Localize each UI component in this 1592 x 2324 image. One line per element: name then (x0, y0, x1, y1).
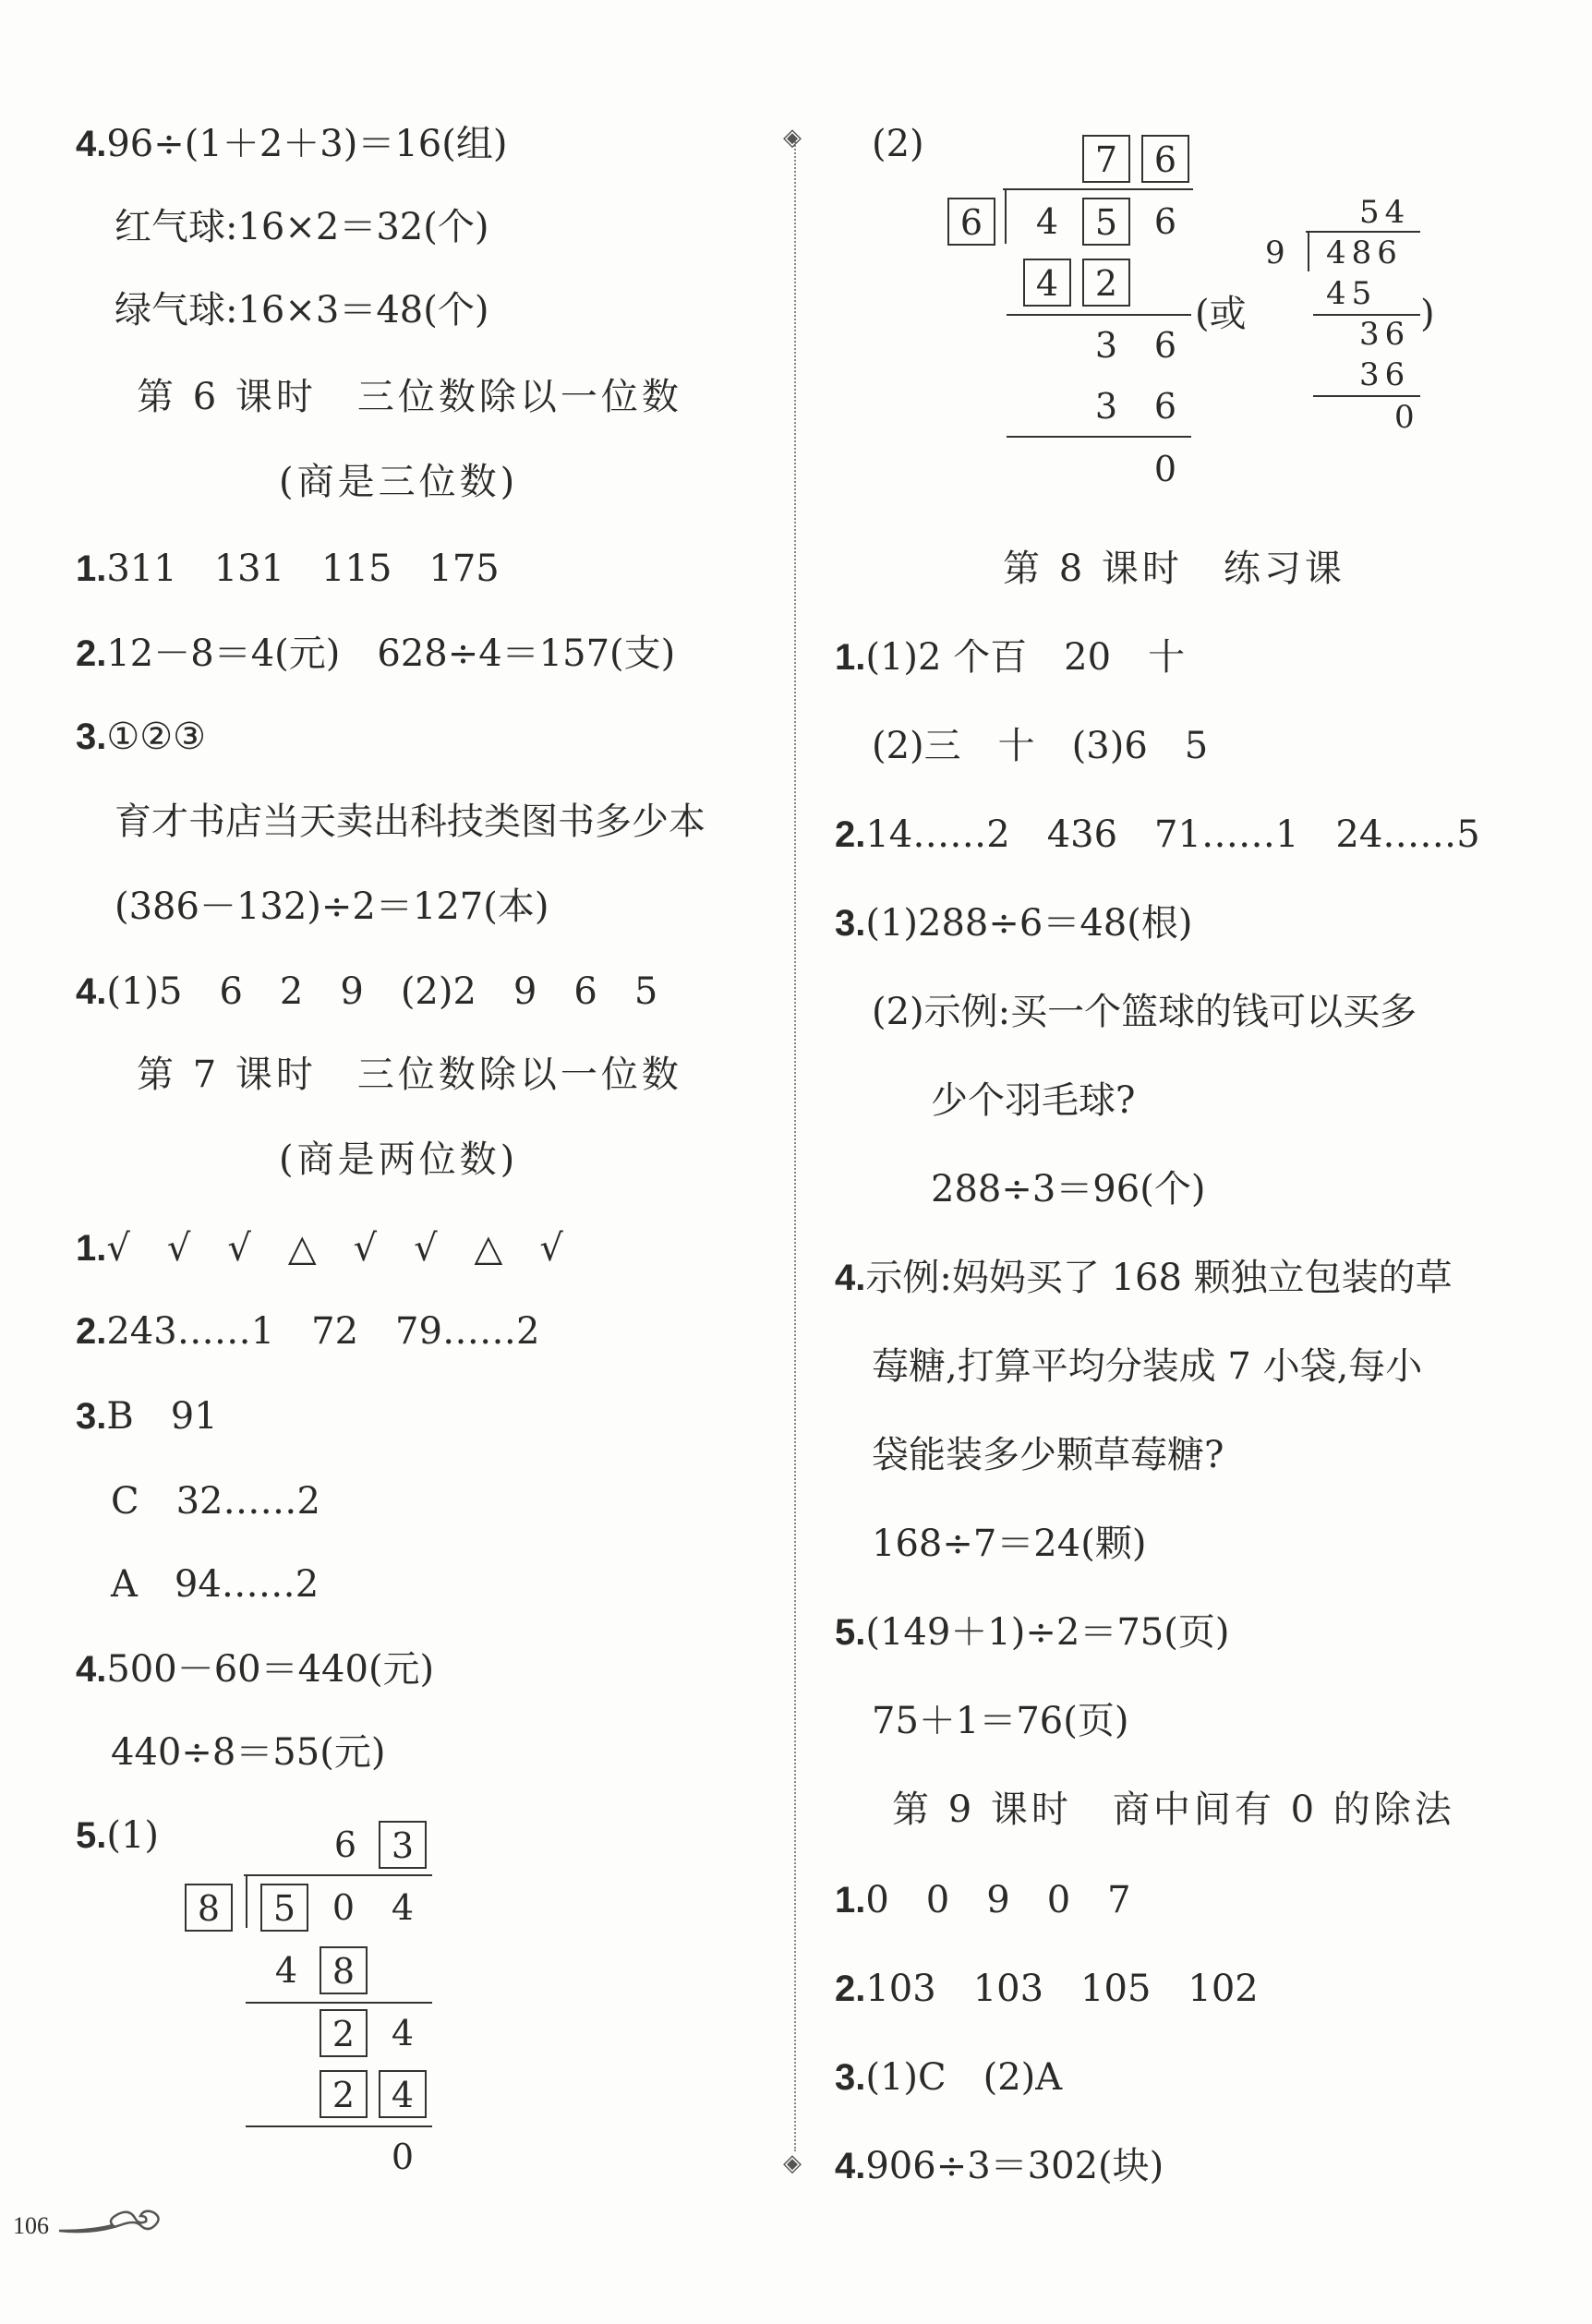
l7-q3-a: A 94……2 (111, 1563, 320, 1606)
l7-q2 (76, 1309, 539, 1354)
cloud-ornament-icon (55, 2198, 166, 2244)
quotient-box: 3 (379, 1821, 427, 1869)
q-number: 4. (76, 971, 107, 1012)
answer-text: (1)288÷6＝48(根) (865, 902, 1193, 945)
q-number: 2. (835, 1969, 866, 2009)
l6-q3 (76, 715, 206, 759)
answer-text: 0 0 9 0 7 (865, 1879, 1131, 1921)
dividend-box: 5 (260, 1884, 308, 1932)
dividend-digit: 6 (1153, 201, 1177, 242)
subtraction-line (1007, 314, 1191, 316)
answer-text: 500－60＝440(元) (106, 1648, 435, 1691)
division-bracket-side (246, 1874, 247, 1928)
answer-text: (1) (106, 1814, 160, 1857)
small-final-remainder: 0 (1394, 399, 1420, 436)
answer-text: (1)2 个百 20 十 (865, 636, 1186, 679)
final-remainder: 0 (1153, 449, 1177, 489)
l8-q3-d: 288÷3＝96(个) (931, 1168, 1206, 1210)
q-number: 5. (76, 1815, 107, 1856)
q-number: 2. (76, 1311, 107, 1352)
answer-text: ①②③ (106, 716, 206, 758)
small-quotient: 54 (1359, 194, 1411, 231)
quotient-box: 7 (1082, 135, 1130, 183)
step-box: 2 (1082, 259, 1130, 307)
l8-q2 (835, 813, 1480, 857)
small-step: 36 (1359, 356, 1411, 393)
l-red-balloons: 红气球:16×2＝32(个) (115, 206, 489, 248)
l6-q3-formula: (386－132)÷2＝127(本) (115, 885, 549, 928)
l8-q4-c: 袋能装多少颗草莓糖? (872, 1434, 1224, 1476)
q-number: 3. (76, 716, 107, 757)
q-number: 4. (835, 2146, 866, 2186)
remainder-digit: 6 (1153, 325, 1177, 366)
step-box: 8 (320, 1946, 368, 1994)
q-number: 1. (835, 637, 866, 678)
step-digit: 4 (274, 1950, 298, 1991)
small-step: 45 (1326, 275, 1378, 312)
division-bracket-top (1003, 188, 1193, 190)
l8-q1 (835, 635, 1185, 680)
q-number: 4. (76, 124, 107, 164)
subtraction-line (246, 2125, 432, 2127)
l8-q3 (835, 901, 1192, 945)
dividend-box: 5 (1082, 198, 1130, 246)
l8-q5-b: 75＋1＝76(页) (872, 1700, 1129, 1742)
answer-text: (1)5 6 2 9 (2)2 9 6 5 (106, 970, 658, 1013)
l8-q3-b: (2)示例:买一个篮球的钱可以买多 (872, 991, 1417, 1033)
l-green-balloons: 绿气球:16×3＝48(个) (115, 289, 489, 331)
division-bracket-top (244, 1874, 432, 1876)
l9-q1 (835, 1878, 1131, 1922)
q-number: 3. (76, 1396, 107, 1437)
dividend-digit: 4 (1035, 201, 1059, 242)
l7-q1 (76, 1226, 563, 1270)
l8-q1-b: (2)三 十 (3)6 5 (872, 725, 1209, 767)
q-number: 4. (76, 1649, 107, 1690)
answer-text: 12－8＝4(元) 628÷4＝157(支) (106, 632, 676, 675)
q-number: 3. (835, 2057, 866, 2098)
divider-ornament-icon: ◈ (783, 2149, 802, 2177)
divider-ornament-icon: ◈ (783, 124, 802, 151)
subtraction-line (1313, 395, 1420, 397)
division-bracket-top (1306, 231, 1420, 233)
l-q4-prev (76, 122, 507, 166)
answer-text: 14……2 436 71……1 24……5 (865, 813, 1480, 856)
answer-text: 103 103 105 102 (865, 1968, 1259, 2010)
final-remainder: 0 (391, 2137, 415, 2177)
step-box: 2 (320, 2070, 368, 2118)
q-number: 1. (835, 1880, 866, 1921)
l6-q2 (76, 632, 675, 676)
answer-text: 311 131 115 175 (106, 548, 500, 590)
q-number: 1. (76, 1228, 107, 1269)
small-divisor: 9 (1265, 235, 1291, 271)
answer-text: (1)C (2)A (865, 2056, 1063, 2099)
q-number: 5. (835, 1612, 866, 1653)
step-box: 4 (379, 2070, 427, 2118)
dividend-digit: 4 (391, 1887, 415, 1928)
lesson6-title: 第 6 课时 三位数除以一位数 (137, 376, 682, 418)
step-digit: 3 (1094, 386, 1118, 427)
q-number: 4. (835, 1258, 866, 1298)
l9-q3 (835, 2055, 1062, 2100)
close-paren: ) (1420, 293, 1435, 335)
divisor-box: 6 (947, 198, 995, 246)
l9-q2 (835, 1967, 1259, 2011)
answer-text: B 91 (106, 1395, 218, 1438)
l7-q3 (76, 1394, 218, 1439)
lesson7-title: 第 7 课时 三位数除以一位数 (137, 1054, 682, 1096)
lesson8-title: 第 8 课时 练习课 (1003, 548, 1345, 590)
answer-text: 243……1 72 79……2 (106, 1310, 540, 1353)
l6-q1 (76, 547, 500, 591)
q-number: 2. (835, 814, 866, 855)
quotient-box: 6 (1141, 135, 1189, 183)
step-box: 4 (1023, 259, 1071, 307)
l8-q5 (835, 1610, 1229, 1655)
l8-q4-d: 168÷7＝24(颗) (872, 1523, 1147, 1565)
dividend-digit: 0 (332, 1887, 356, 1928)
column-divider (794, 138, 796, 2151)
lesson6-subtitle: (商是三位数) (279, 461, 519, 503)
r-q2-label: (2) (872, 123, 924, 165)
remainder-box: 2 (320, 2009, 368, 2057)
l8-q4-b: 莓糖,打算平均分装成 7 小袋,每小 (872, 1345, 1423, 1388)
l9-q4 (835, 2144, 1164, 2188)
q-number: 1. (76, 548, 107, 589)
lesson7-subtitle: (商是两位数) (279, 1138, 519, 1181)
l8-q3-c: 少个羽毛球? (931, 1079, 1136, 1122)
l7-q4 (76, 1647, 434, 1692)
q-number: 2. (76, 633, 107, 674)
small-remainder: 36 (1359, 316, 1411, 353)
subtraction-line (1007, 436, 1191, 438)
l6-q3-question: 育才书店当天卖出科技类图书多少本 (115, 801, 706, 843)
l6-q4 (76, 969, 657, 1014)
subtraction-line (246, 2002, 432, 2004)
quotient-digit: 6 (333, 1824, 357, 1865)
answer-text: 示例:妈妈买了 168 颗独立包装的草 (865, 1257, 1453, 1299)
answer-text: (149＋1)÷2＝75(页) (865, 1611, 1230, 1654)
small-dividend: 486 (1326, 235, 1403, 271)
remainder-digit: 3 (1094, 325, 1118, 366)
division-bracket-side (1005, 188, 1007, 244)
l7-q5 (76, 1813, 159, 1858)
lesson9-title: 第 9 课时 商中间有 0 的除法 (892, 1788, 1455, 1831)
divisor-box: 8 (185, 1884, 233, 1932)
or-label: (或 (1195, 293, 1247, 335)
q-number: 3. (835, 903, 866, 944)
answer-text: √ √ √ △ √ √ △ √ (106, 1227, 563, 1270)
l7-q3-c: C 32……2 (111, 1480, 320, 1523)
answer-text: 906÷3＝302(块) (865, 2145, 1164, 2187)
l7-q4-b: 440÷8＝55(元) (111, 1731, 386, 1774)
division-bracket-side (1308, 231, 1309, 271)
page-number: 106 (13, 2212, 49, 2239)
l8-q4 (835, 1256, 1453, 1300)
answer-text: 96÷(1＋2＋3)＝16(组) (106, 123, 508, 165)
step-digit: 6 (1153, 386, 1177, 427)
remainder-digit: 4 (391, 2013, 415, 2053)
